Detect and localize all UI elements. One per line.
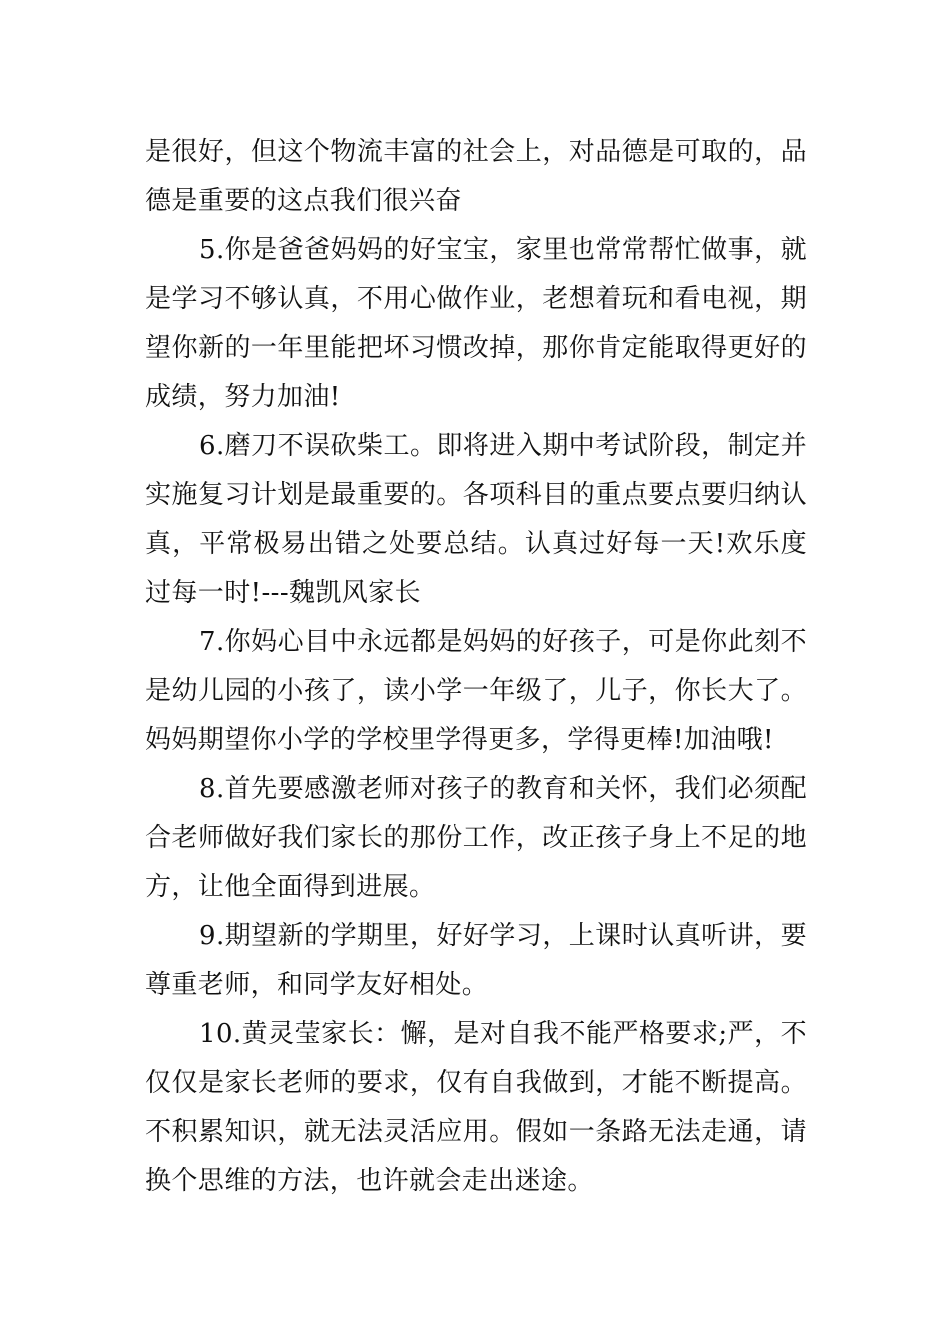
paragraph-continuation: 是很好，但这个物流丰富的社会上，对品德是可取的，品德是重要的这点我们很兴奋 — [145, 137, 807, 216]
paragraph-item-7: 7.你妈心目中永远都是妈妈的好孩子，可是你此刻不是幼儿园的小孩了，读小学一年级了，儿子，你长大了。妈妈期望你小学的学校里学得更多，学得更棒!加油哦! — [145, 627, 807, 755]
paragraph-item-10: 10.黄灵莹家长：懈，是对自我不能严格要求;严，不仅仅是家长老师的要求，仅有自我做到，才能不断提高。不积累知识，就无法灵活应用。假如一条路无法走通，请换个思维的方法，也许就会走出迷途。 — [145, 1019, 807, 1196]
paragraph-item-9: 9.期望新的学期里，好好学习，上课时认真听讲，要尊重老师，和同学友好相处。 — [145, 921, 807, 1000]
paragraph-item-5: 5.你是爸爸妈妈的好宝宝，家里也常常帮忙做事，就是学习不够认真，不用心做作业，老想着玩和看电视，期望你新的一年里能把坏习惯改掉，那你肯定能取得更好的成绩，努力加油! — [145, 235, 807, 412]
paragraph-item-8: 8.首先要感激老师对孩子的教育和关怀，我们必须配合老师做好我们家长的那份工作，改正孩子身上不足的地方，让他全面得到进展。 — [145, 774, 807, 902]
paragraph-item-6: 6.磨刀不误砍柴工。即将进入期中考试阶段，制定并实施复习计划是最重要的。各项科目的重点要点要归纳认真，平常极易出错之处要总结。认真过好每一天!欢乐度过每一时!---魏凯风家长 — [145, 431, 807, 608]
document-body — [145, 128, 807, 1206]
